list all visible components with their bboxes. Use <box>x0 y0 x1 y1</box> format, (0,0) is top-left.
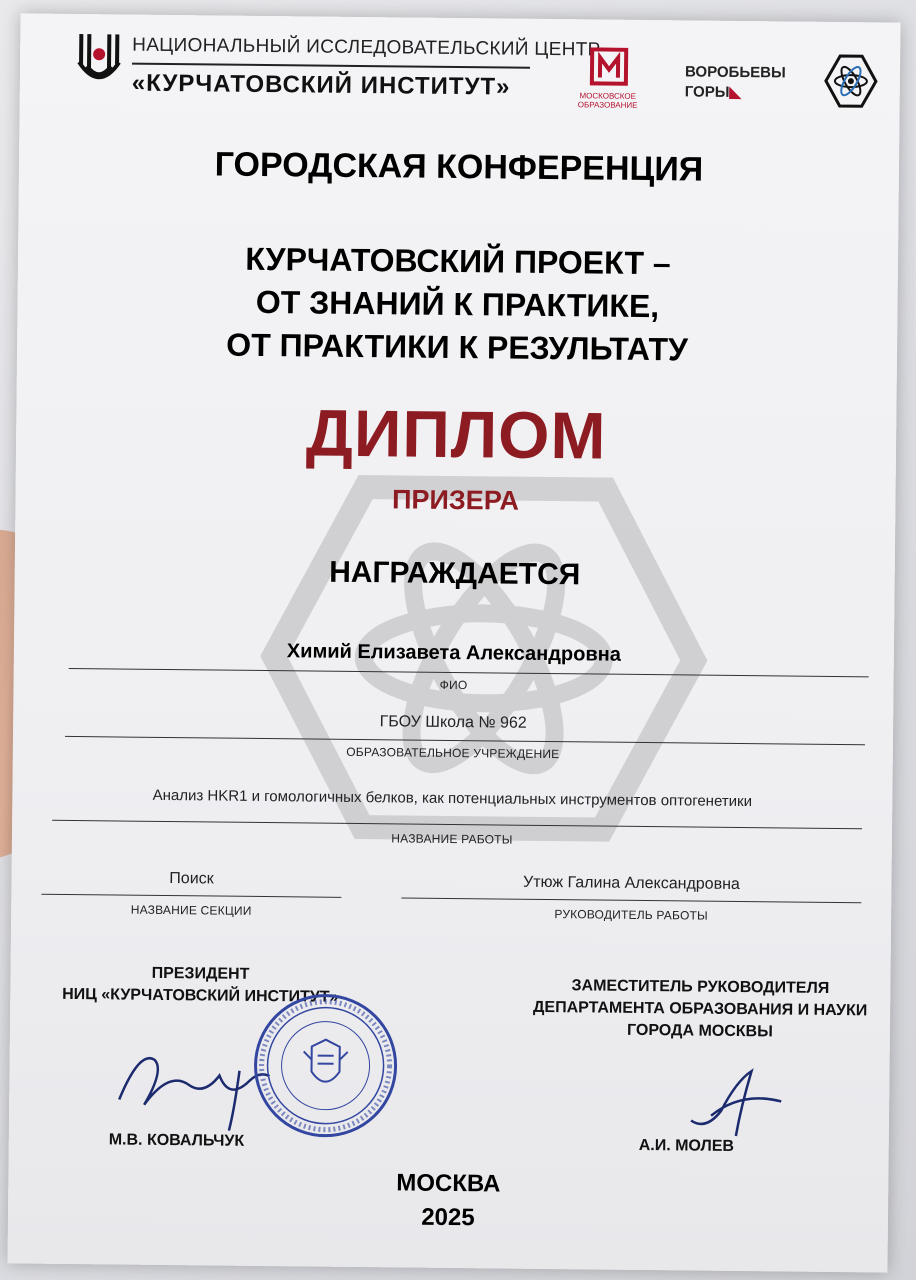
right-signer-title-2: ДЕПАРТАМЕНТА ОБРАЗОВАНИЯ И НАУКИ <box>532 998 868 1020</box>
left-signer-name: М.В. КОВАЛЬЧУК <box>108 1131 245 1150</box>
right-signer-name: А.И. МОЛЕВ <box>638 1136 735 1155</box>
vg-line-1: ВОРОБЬЕВЫ <box>684 63 786 82</box>
vg-line-2: ГОРЫ◣ <box>684 83 742 101</box>
prizer-subheading: ПРИЗЕРА <box>391 484 520 516</box>
project-title <box>17 235 898 373</box>
section-caption: НАЗВАНИЕ СЕКЦИИ <box>130 902 252 918</box>
awarded-heading: НАГРАЖДАЕТСЯ <box>329 555 581 592</box>
city: МОСКВА <box>396 1169 501 1198</box>
institute-line-1: НАЦИОНАЛЬНЫЙ ИССЛЕДОВАТЕЛЬСКИЙ ЦЕНТР <box>132 34 601 61</box>
official-stamp-icon <box>251 991 401 1141</box>
right-signer-title-3: ГОРОДА МОСКВЫ <box>627 1021 773 1041</box>
kurchatov-logo-icon <box>75 32 124 88</box>
supervisor-line <box>401 897 861 903</box>
molev-signature-icon <box>681 1060 792 1141</box>
project-title-line-2: ОТ ЗНАНИЙ К ПРАКТИКЕ, <box>255 283 660 325</box>
work-value: Анализ HKR1 и гомологичных белков, как потенциальных инструментов оптогенетики <box>152 786 753 811</box>
moscow-education-text: МОСКОВСКОЕ ОБРАЗОВАНИЕ <box>577 91 638 110</box>
diploma-heading: ДИПЛОМ <box>305 395 607 473</box>
fio-caption: ФИО <box>439 677 468 693</box>
header-rule <box>132 63 530 69</box>
vorobyovy-gory-logo-icon <box>685 62 786 103</box>
work-caption: НАЗВАНИЕ РАБОТЫ <box>391 831 513 847</box>
conference-title: ГОРОДСКАЯ КОНФЕРЕНЦИЯ <box>214 145 704 189</box>
year: 2025 <box>421 1203 475 1232</box>
atom-hexagon-logo-icon <box>820 50 883 113</box>
supervisor-value: Утюж Галина Александровна <box>523 873 740 894</box>
moscow-education-logo-icon <box>580 47 638 88</box>
supervisor-caption: РУКОВОДИТЕЛЬ РАБОТЫ <box>554 907 708 923</box>
institute-line-2: «КУРЧАТОВСКИЙ ИНСТИТУТ» <box>131 69 511 101</box>
right-signer-title <box>520 975 881 1045</box>
school-value: ГБОУ Школа № 962 <box>379 713 527 732</box>
left-signer-title-1: ПРЕЗИДЕНТ <box>151 964 250 983</box>
fio-value: Химий Елизавета Александровна <box>286 640 622 666</box>
left-signer-title-2: НИЦ «КУРЧАТОВСКИЙ ИНСТИТУТ» <box>62 985 339 1006</box>
diploma-sheet <box>7 13 900 1272</box>
project-title-line-1: КУРЧАТОВСКИЙ ПРОЕКТ – <box>245 240 671 282</box>
project-title-line-3: ОТ ПРАКТИКИ К РЕЗУЛЬТАТУ <box>226 326 689 368</box>
section-value: Поиск <box>169 870 214 888</box>
right-signer-title-1: ЗАМЕСТИТЕЛЬ РУКОВОДИТЕЛЯ <box>571 977 830 997</box>
school-caption: ОБРАЗОВАТЕЛЬНОЕ УЧРЕЖДЕНИЕ <box>346 744 560 762</box>
section-line <box>41 894 341 898</box>
